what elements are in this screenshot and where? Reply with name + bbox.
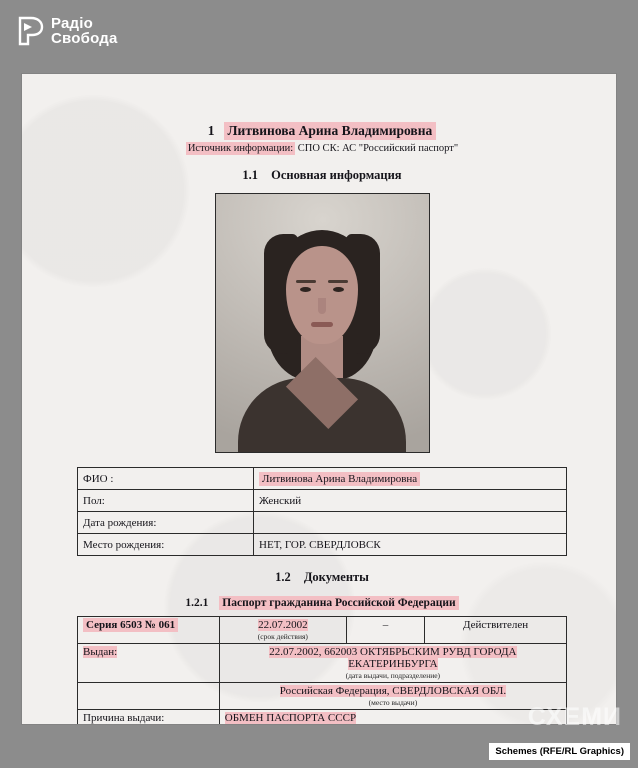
- logo-line-2: Свобода: [51, 30, 118, 47]
- row-value: [254, 468, 567, 490]
- passport-issued-value-cell: [219, 644, 566, 683]
- passport-reason-value-cell: [219, 710, 566, 725]
- passport-issue-date: 22.07.2002: [258, 619, 308, 631]
- passport-table: [77, 616, 567, 724]
- logo-line-1: Радіо: [51, 15, 94, 32]
- row-label: Пол:: [78, 490, 254, 512]
- section-documents: [77, 570, 567, 585]
- row-value: НЕТ, ГОР. СВЕРДЛОВСК: [254, 534, 567, 556]
- credit-badge: Schemes (RFE/RL Graphics): [489, 743, 630, 760]
- row-value-text: Литвинова Арина Владимировна: [259, 472, 420, 486]
- passport-place-value: Российская Федерация, СВЕРДЛОВСКАЯ ОБЛ.: [279, 685, 507, 697]
- table-row: [78, 512, 567, 534]
- section-1-2-1-title: Паспорт гражданина Российской Федерации: [219, 596, 458, 610]
- table-row: [78, 490, 567, 512]
- document-sheet: [22, 74, 616, 724]
- rfe-rl-logo: [18, 16, 118, 46]
- passport-series-cell: [78, 617, 220, 644]
- rfe-rl-logo-text: [51, 16, 118, 46]
- section-1-2-1-number: 1.2.1: [185, 597, 209, 609]
- source-line: [77, 143, 567, 154]
- passport-reason-label: Причина выдачи:: [78, 710, 220, 725]
- section-1-2-title: Документы: [303, 570, 369, 584]
- passport-place-label: [78, 683, 220, 710]
- passport-place-value-cell: [219, 683, 566, 710]
- photo-nose: [318, 298, 326, 314]
- section-1-2-number: 1.2: [275, 570, 291, 584]
- row-value: [254, 512, 567, 534]
- passport-issued-sub: (дата выдачи, подразделение): [345, 671, 441, 680]
- section-1-1-number: 1.1: [242, 168, 259, 182]
- passport-dash-cell: –: [346, 617, 424, 644]
- row-label: Дата рождения:: [78, 512, 254, 534]
- passport-place-sub: (место выдачи): [368, 698, 418, 707]
- row-label: Место рождения:: [78, 534, 254, 556]
- passport-issue-date-sub: (срок действия): [257, 632, 308, 641]
- row-label: ФИО :: [78, 468, 254, 490]
- document-heading: [77, 122, 567, 140]
- table-row: [78, 710, 567, 725]
- section-main-info: [77, 168, 567, 183]
- photo-brow-left: [296, 280, 316, 283]
- rfe-rl-bird-logo-icon: [18, 16, 44, 46]
- heading-number: 1: [207, 123, 215, 138]
- source-label: Источник информации:: [187, 143, 294, 154]
- photo-brow-right: [328, 280, 348, 283]
- document-page: [77, 122, 567, 724]
- photo-eye-right: [333, 287, 344, 292]
- section-passport: [77, 597, 567, 609]
- photo-mouth: [311, 322, 333, 327]
- table-row: [78, 617, 567, 644]
- photo-eye-left: [300, 287, 311, 292]
- passport-series: Серия 6503 № 061: [83, 618, 178, 632]
- issued-label-text: Выдан:: [83, 646, 118, 658]
- source-value: СПО СК: АС "Российский паспорт": [297, 143, 459, 154]
- table-row: [78, 644, 567, 683]
- photo-face: [286, 246, 358, 344]
- row-value: Женский: [254, 490, 567, 512]
- watermark: СХЕМИ: [527, 703, 622, 731]
- passport-reason-value: ОБМЕН ПАСПОРТА СССР: [224, 712, 357, 724]
- table-row: [78, 534, 567, 556]
- passport-issued-value: 22.07.2002, 662003 ОКТЯБРЬСКИМ РУВД ГОРОДА ЕКАТЕРИНБУРГА: [269, 646, 517, 670]
- main-info-table: [77, 467, 567, 556]
- table-row: [78, 683, 567, 710]
- table-row: [78, 468, 567, 490]
- passport-issue-date-cell: [219, 617, 346, 644]
- section-1-1-title: Основная информация: [271, 168, 402, 182]
- subject-full-name: Литвинова Арина Владимировна: [224, 122, 437, 140]
- passport-photo: [215, 193, 430, 453]
- passport-valid-cell: Действителен: [425, 617, 567, 644]
- passport-issued-label: [78, 644, 220, 683]
